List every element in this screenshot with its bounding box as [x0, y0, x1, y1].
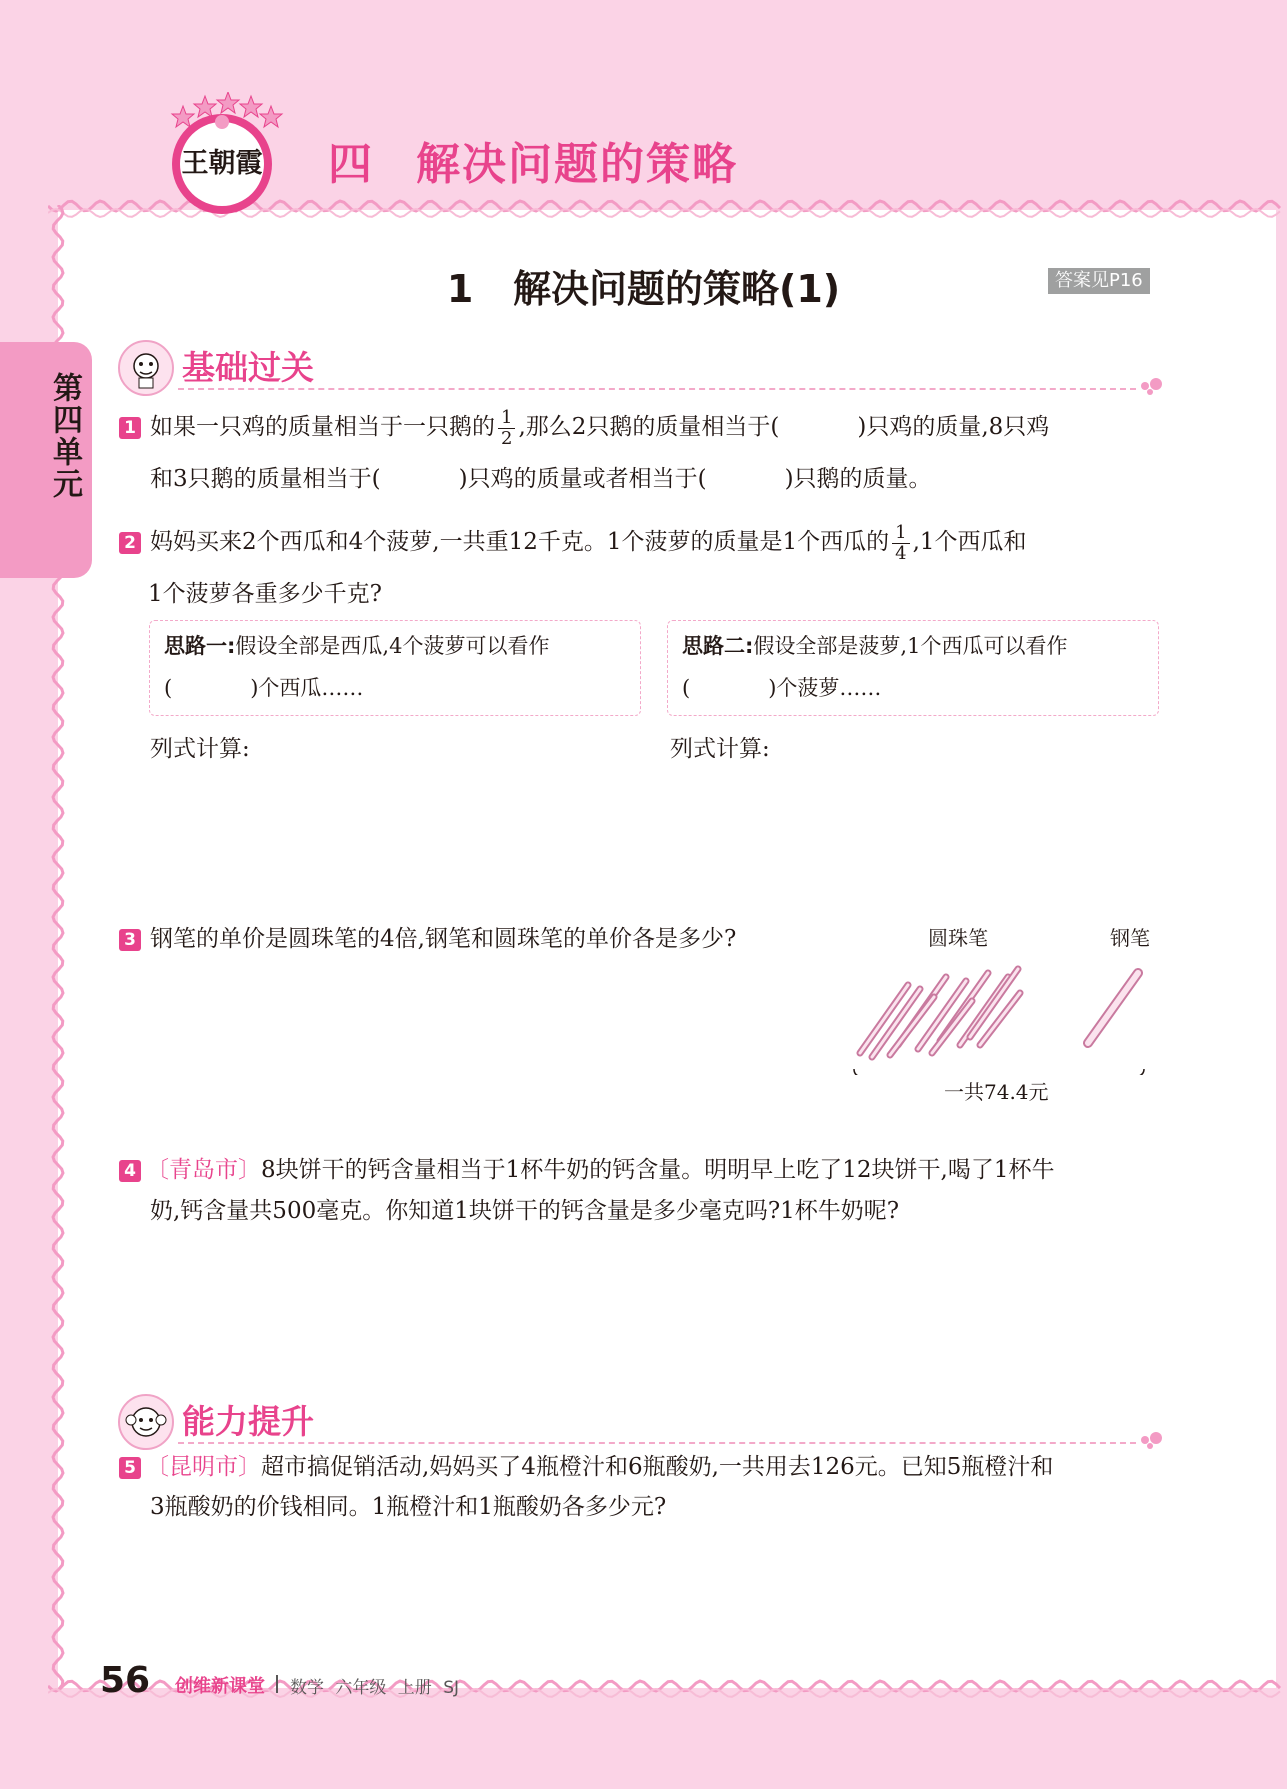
- question-1-line-1: [150, 402, 1160, 452]
- hint-box-1: [149, 620, 641, 716]
- hint-1-line-2: [164, 667, 626, 709]
- footer-brand: 创维新课堂: [175, 1676, 265, 1697]
- q1-fraction-numerator: 1: [498, 408, 515, 429]
- pen-body: [932, 1001, 972, 1053]
- chapter-title: [328, 128, 738, 192]
- chapter-name: 解决问题的策略: [416, 139, 738, 190]
- q5-text-a: 超市搞促销活动,妈妈买了4瓶橙汁和6瓶酸奶,一共用去126元。已知5瓶橙汁和: [261, 1454, 1054, 1480]
- section-header-advanced: [118, 1392, 1163, 1446]
- logo-badge: [158, 92, 286, 216]
- figure-label-fountain: 钢笔: [1110, 926, 1150, 950]
- lesson-name: 解决问题的策略(1): [512, 267, 841, 311]
- question-2-line-1: [150, 517, 1170, 567]
- question-number-2: 2: [119, 532, 141, 554]
- question-5-line-2: 3瓶酸奶的价钱相同。1瓶橙汁和1瓶酸奶各多少元?: [150, 1494, 667, 1520]
- section-title: 基础过关: [182, 348, 314, 387]
- hint-2-paren: (: [682, 676, 691, 700]
- pens-illustration: [850, 945, 1150, 1075]
- hint-1-tail: )个西瓜……: [250, 676, 364, 700]
- section-title: 能力提升: [182, 1402, 314, 1441]
- hint-box-2: [667, 620, 1159, 716]
- pen-body: [1088, 973, 1138, 1043]
- hint-1-line-1: [164, 625, 626, 667]
- question-4-line-2: 奶,钙含量共500毫克。你知道1块饼干的钙含量是多少毫克吗?1杯牛奶呢?: [150, 1198, 900, 1224]
- footer-book-info: 数学 六年级 上册 SJ: [290, 1678, 460, 1698]
- hint-2-tail: )个菠萝……: [768, 676, 882, 700]
- fraction-one-half: [498, 408, 515, 449]
- hint-2-line-2: [682, 667, 1144, 709]
- question-2-line-2: 1个菠萝各重多少千克?: [148, 581, 382, 607]
- hint-1-paren: (: [164, 676, 173, 700]
- lesson-number: 1: [446, 267, 474, 311]
- q2-fraction-numerator: 1: [892, 523, 909, 544]
- q2-text-b: ,1个西瓜和: [912, 529, 1027, 555]
- question-number-5: 5: [119, 1457, 141, 1479]
- dots-decoration-icon: [1141, 378, 1163, 396]
- hint-2-label: 思路二:: [682, 634, 754, 658]
- fraction-one-quarter: [892, 523, 909, 564]
- q1-fraction-denominator: 2: [501, 427, 513, 449]
- svg-text:王朝霞: 王朝霞: [181, 148, 263, 179]
- unit-tab-label: 第四单元: [47, 372, 82, 500]
- figure-label-ballpoint: 圆珠笔: [928, 926, 988, 950]
- q1-text-f: )只鹅的质量。: [784, 466, 932, 492]
- hint-2-text: 假设全部是菠萝,1个西瓜可以看作: [753, 634, 1068, 658]
- region-tag: 〔昆明市〕: [146, 1454, 261, 1480]
- question-number-3: 3: [119, 929, 141, 951]
- hint-1-label: 思路一:: [164, 634, 236, 658]
- page-number: 56: [100, 1660, 151, 1701]
- q2-text-a: 妈妈买来2个西瓜和4个菠萝,一共重12千克。1个菠萝的质量是1个西瓜的: [150, 529, 890, 555]
- q1-text-b: ,那么2只鹅的质量相当于(: [518, 414, 780, 440]
- hint-2-line-1: [682, 625, 1144, 667]
- q1-text-c: )只鸡的质量,8只鸡: [857, 414, 1050, 440]
- total-brace: [854, 1069, 1144, 1075]
- q1-text-a: 如果一只鸡的质量相当于一只鹅的: [150, 414, 495, 440]
- unit-side-tab: [0, 342, 92, 578]
- region-tag: 〔青岛市〕: [146, 1157, 261, 1183]
- footer-separator: [276, 1675, 278, 1693]
- mascot-icon: [118, 340, 174, 396]
- calc-label-1: 列式计算:: [150, 736, 250, 762]
- figure-total-label: 一共74.4元: [944, 1080, 1049, 1104]
- question-number-4: 4: [119, 1160, 141, 1182]
- question-number-1: 1: [119, 417, 141, 439]
- question-1-line-2: [150, 454, 1160, 504]
- section-header-basic: [118, 338, 1163, 392]
- question-3-text: 钢笔的单价是圆珠笔的4倍,钢笔和圆珠笔的单价各是多少?: [150, 926, 737, 952]
- q2-fraction-denominator: 4: [895, 542, 907, 564]
- answer-reference-badge: 答案见P16: [1048, 268, 1150, 294]
- q1-text-e: )只鸡的质量或者相当于(: [458, 466, 707, 492]
- section-divider: [178, 388, 1136, 390]
- calc-label-2: 列式计算:: [670, 736, 770, 762]
- q1-text-d: 和3只鹅的质量相当于(: [150, 466, 381, 492]
- chapter-number: 四: [328, 139, 374, 190]
- hint-1-text: 假设全部是西瓜,4个菠萝可以看作: [235, 634, 550, 658]
- q4-text-a: 8块饼干的钙含量相当于1杯牛奶的钙含量。明明早上吃了12块饼干,喝了1杯牛: [261, 1157, 1055, 1183]
